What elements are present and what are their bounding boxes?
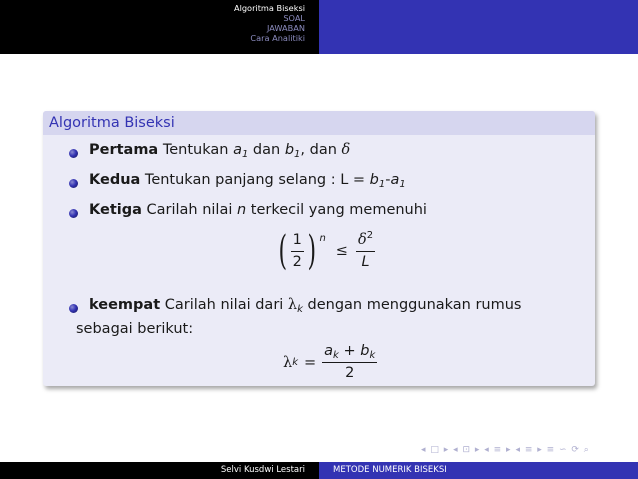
nav-subsection-jawaban[interactable]: JAWABAN bbox=[266, 23, 305, 33]
bullet-icon bbox=[69, 179, 78, 188]
nav-subsection-cara-analitiki[interactable]: Cara Analitiki bbox=[250, 33, 305, 43]
formula-inequality: ( $\frac{1}{2}$ ) n ≤ $\frac{\delta^2}{L}$ bbox=[278, 228, 374, 274]
footer bbox=[0, 462, 638, 479]
block-title: Algoritma Biseksi bbox=[43, 111, 595, 135]
nav-subsection-soal[interactable]: SOAL bbox=[283, 13, 305, 23]
footer-author: Selvi Kusdwi Lestari bbox=[0, 462, 319, 479]
list-item-kedua: Kedua Tentukan panjang selang : $L = b_1-a_1$ bbox=[89, 172, 406, 190]
beamer-navigation-icons[interactable]: ◂ □ ▸ ◂ ⊡ ▸ ◂ ≡ ▸ ◂ ≡ ▸ ≡ ∽ ⟳ ⌕ bbox=[421, 445, 590, 455]
header-right-bar bbox=[319, 0, 638, 54]
list-item-keempat-line2: sebagai berikut: bbox=[76, 321, 194, 337]
list-item-ketiga: Ketiga Carilah nilai n terkecil yang memenuhi bbox=[89, 202, 427, 218]
formula-lambda: λ k = $\frac{a_k + b_k}{2}$ bbox=[283, 343, 376, 381]
bullet-icon bbox=[69, 209, 78, 218]
bullet-icon bbox=[69, 304, 78, 313]
list-item-keempat: keempat Carilah nilai dari $\lambda_k$ dengan menggunakan rumus bbox=[89, 297, 522, 315]
nav-section-current[interactable]: Algoritma Biseksi bbox=[233, 3, 305, 13]
algorithm-block bbox=[43, 111, 595, 386]
section-navigation bbox=[0, 0, 319, 54]
footer-title: METODE NUMERIK BISEKSI bbox=[319, 462, 638, 479]
bullet-icon bbox=[69, 149, 78, 158]
list-item-pertama: Pertama Tentukan $a_1$ dan $b_1$, dan δ bbox=[89, 142, 351, 160]
header-navigation bbox=[0, 0, 638, 54]
